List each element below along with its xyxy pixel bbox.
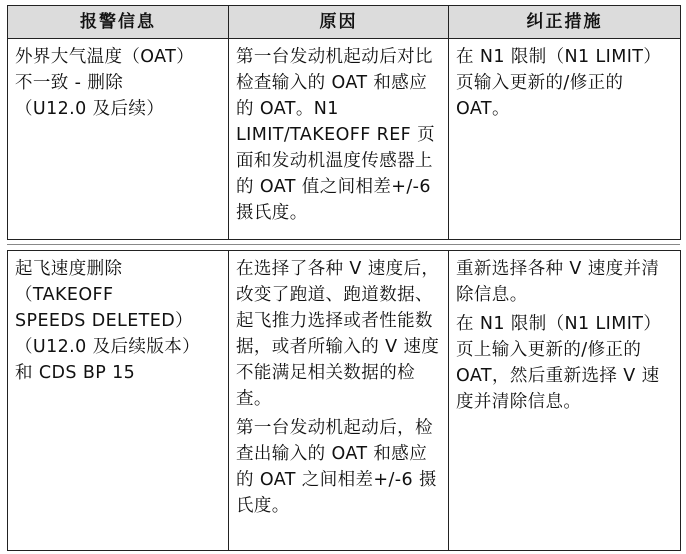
row1-message-cell	[8, 39, 229, 240]
section-divider	[7, 244, 680, 245]
row1-cause-cell	[229, 39, 449, 240]
row2-message-line: （TAKEOFF	[15, 285, 114, 305]
table-header-row	[8, 6, 681, 39]
table-row	[8, 251, 681, 551]
row1-message-line: 不一致 - 删除	[15, 73, 124, 93]
row2-message-cell	[8, 251, 229, 551]
row1-action-text: 在 N1 限制（N1 LIMIT）页输入更新的/修正的 OAT。	[456, 47, 662, 119]
row2-message-line: 和 CDS BP 15	[15, 363, 136, 383]
header-alert-message: 报警信息	[8, 6, 229, 39]
row1-message-line: 外界大气温度（OAT）	[15, 47, 195, 67]
header-cause: 原因	[229, 6, 449, 39]
row2-cause-text: 第一台发动机起动后，检查出输入的 OAT 和感应的 OAT 之间相差+/-6 摄氏度。	[236, 418, 437, 516]
alert-table-top	[7, 5, 681, 240]
row1-cause-text: 第一台发动机起动后对比检查输入的 OAT 和感应的 OAT。N1 LIMIT/TAKEOFF REF 页面和发动机温度传感器上的 OAT 值之间相差+/-6 摄氏度。	[236, 47, 436, 223]
row2-message-line: SPEEDS DELETED）	[15, 311, 193, 331]
row2-action-text: 在 N1 限制（N1 LIMIT）页上输入更新的/修正的 OAT，然后重新选择 V 速度并清除信息。	[456, 314, 662, 412]
header-corrective-action: 纠正措施	[449, 6, 681, 39]
row2-action-text: 重新选择各种 V 速度并清除信息。	[456, 259, 660, 305]
row1-message-line: （U12.0 及后续）	[15, 99, 165, 119]
table-row	[8, 39, 681, 240]
row2-action-cell	[449, 251, 681, 551]
row2-message-line: （U12.0 及后续版本）	[15, 337, 201, 357]
row2-cause-text: 在选择了各种 V 速度后，改变了跑道、跑道数据、起飞推力选择或者性能数据，或者所输入的 V 速度不能满足相关数据的检查。	[236, 259, 440, 409]
alert-table-bottom	[7, 250, 681, 551]
row1-action-cell	[449, 39, 681, 240]
row2-message-line: 起飞速度删除	[15, 259, 123, 279]
row2-cause-cell	[229, 251, 449, 551]
